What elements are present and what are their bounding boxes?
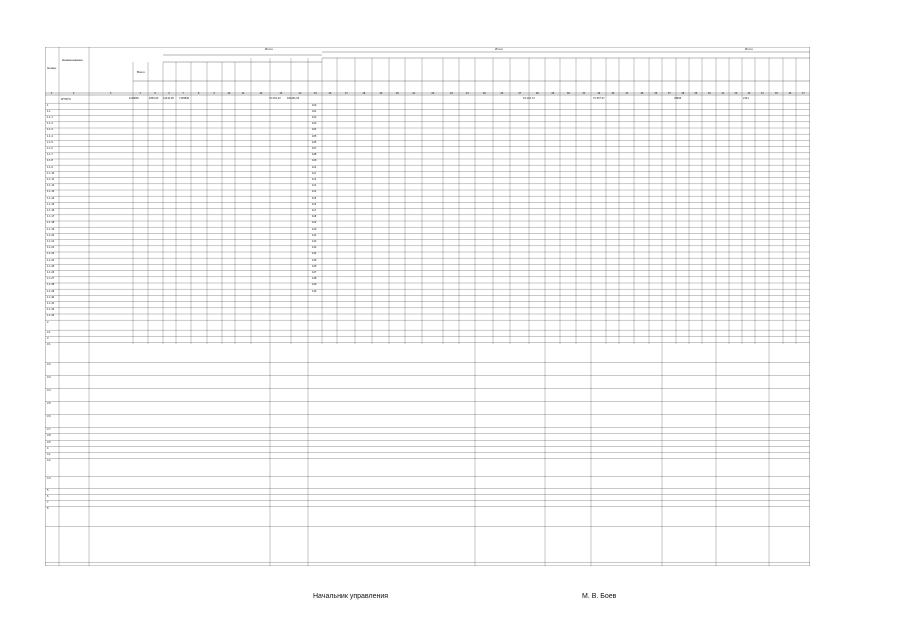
column-number: 32 xyxy=(597,92,601,96)
row-code: 1.1.7 xyxy=(47,153,53,157)
row-code: 4.1 xyxy=(47,452,51,456)
row-code: 1.1.16 xyxy=(47,209,55,212)
row-number: 107 xyxy=(312,147,317,150)
row-number: 112 xyxy=(312,178,317,181)
column-number: 25 xyxy=(483,92,486,96)
row-code: 1.1.18 xyxy=(47,221,55,225)
column-number: 43 xyxy=(747,92,751,96)
column-number: 28 xyxy=(536,92,539,96)
row-number: 121 xyxy=(312,233,317,237)
column-number: 11 xyxy=(242,92,245,96)
column-header-name: Наименование xyxy=(62,58,83,62)
row-code: 1.1.4 xyxy=(47,134,53,138)
total-value: 33666 xyxy=(674,97,682,101)
row-number: 130 xyxy=(312,289,317,293)
row-code: 1.1.3 xyxy=(47,128,53,132)
column-number: 33 xyxy=(611,92,615,96)
row-number: 100 xyxy=(312,103,317,107)
column-number: 26 xyxy=(500,92,504,96)
row-code: 1.1.14 xyxy=(47,196,55,200)
column-header-number: Номер xyxy=(47,66,57,70)
column-header-group: Итого xyxy=(495,46,503,51)
column-number: 7 xyxy=(182,92,184,96)
row-code: 1.1.12 xyxy=(47,184,55,188)
column-number: 30 xyxy=(567,92,570,96)
row-code: 1.1.1 xyxy=(47,116,53,119)
column-header-total: Всего xyxy=(137,70,145,74)
row-code: 4 xyxy=(47,446,49,450)
row-number: 125 xyxy=(312,258,317,262)
column-number: 5 xyxy=(154,92,156,96)
row-code: 1.1.13 xyxy=(47,190,55,194)
row-number: 116 xyxy=(312,202,317,206)
column-number: 6 xyxy=(168,92,170,96)
row-code: 1.1.33 xyxy=(47,314,55,318)
row-number: 103 xyxy=(312,122,317,126)
column-header-group: Итого xyxy=(265,46,273,51)
column-number: 4 xyxy=(139,92,141,96)
row-code: 1.1 xyxy=(47,109,51,113)
row-number: 108 xyxy=(312,153,317,157)
row-code: 4.3 xyxy=(47,476,51,480)
column-number: 45 xyxy=(775,92,778,96)
totals-label: ИТОГО xyxy=(61,97,71,102)
row-code: 1.1.31 xyxy=(47,302,55,305)
row-number: 115 xyxy=(312,196,317,200)
row-number: 117 xyxy=(312,209,317,212)
total-value: 7145840 xyxy=(179,97,190,101)
row-code: 1.1.11 xyxy=(47,178,55,181)
row-number: 126 xyxy=(312,264,317,268)
column-number: 39 xyxy=(694,92,698,96)
row-code: 1.1.23 xyxy=(47,252,55,256)
row-number: 106 xyxy=(312,140,317,144)
column-number: 40 xyxy=(708,92,711,96)
column-number: 2 xyxy=(73,92,75,96)
row-number: 122 xyxy=(312,240,317,243)
row-code: 1.1.21 xyxy=(47,240,55,243)
column-number: 1 xyxy=(51,92,53,96)
total-value: 72 004,43 xyxy=(269,97,281,101)
column-number: 15 xyxy=(314,92,317,96)
column-number: 16 xyxy=(328,92,332,96)
row-number: 113 xyxy=(312,184,317,188)
column-number: 3 xyxy=(110,92,112,96)
total-value: 1845,00 xyxy=(149,97,159,101)
row-code: 3.7 xyxy=(47,427,51,431)
signature-position: Начальник управления xyxy=(313,593,389,600)
column-number: 24 xyxy=(466,92,469,96)
row-number: 120 xyxy=(312,227,317,231)
row-code: 3.4 xyxy=(47,388,51,392)
row-code: 1.1.29 xyxy=(47,289,55,293)
column-number: 21 xyxy=(412,92,416,96)
column-number: 44 xyxy=(761,92,764,96)
row-code: 6 xyxy=(47,494,49,498)
column-number: 35 xyxy=(640,92,644,96)
signature-name: М. В. Боев xyxy=(582,593,617,600)
row-number: 127 xyxy=(312,271,317,274)
row-number: 123 xyxy=(312,246,317,250)
row-code: 8 xyxy=(47,506,49,510)
column-number: 8 xyxy=(198,92,200,96)
row-number: 109 xyxy=(312,159,317,163)
row-code: 3.8 xyxy=(47,433,51,437)
row-code: 1.1.26 xyxy=(47,271,55,274)
row-code: 3.6 xyxy=(47,414,51,418)
row-number: 119 xyxy=(312,221,317,225)
row-code: 5 xyxy=(47,488,49,492)
row-code: 3.3 xyxy=(47,375,51,379)
row-code: 1.1.8 xyxy=(47,159,53,163)
column-number: 13 xyxy=(279,92,283,96)
row-code: 1.1.22 xyxy=(47,246,55,250)
row-code: 3.5 xyxy=(47,401,51,405)
row-code: 1.1.17 xyxy=(47,215,55,219)
row-code: 1 xyxy=(47,103,49,107)
row-code: 1.1.25 xyxy=(47,264,55,268)
row-code: 3.2 xyxy=(47,362,51,366)
column-number: 23 xyxy=(450,92,453,96)
column-number: 41 xyxy=(721,92,725,96)
total-value: 2141 xyxy=(743,97,749,101)
column-number: 9 xyxy=(213,92,215,96)
row-number: 104 xyxy=(312,128,317,132)
row-number: 105 xyxy=(312,134,317,138)
row-code: 2 xyxy=(47,320,49,324)
column-number: 12 xyxy=(259,92,263,96)
row-number: 128 xyxy=(312,277,317,281)
row-number: 118 xyxy=(312,215,317,219)
row-code: 1.1.24 xyxy=(47,258,55,262)
row-code: 1.1.5 xyxy=(47,140,53,144)
total-value: 181461,04 xyxy=(287,97,300,101)
total-value: 1114835 xyxy=(129,97,139,101)
column-number: 42 xyxy=(734,92,738,96)
column-number: 38 xyxy=(681,92,685,96)
column-number: 27 xyxy=(518,92,522,96)
total-value: 37 257,37 xyxy=(593,97,605,101)
table-grid xyxy=(45,47,810,566)
row-code: 7 xyxy=(47,500,49,504)
row-code: 1.1.2 xyxy=(47,122,53,126)
column-number: 14 xyxy=(298,92,302,96)
column-number: 36 xyxy=(654,92,658,96)
row-number: 110 xyxy=(312,165,317,169)
row-number: 124 xyxy=(312,252,317,256)
column-number: 20 xyxy=(396,92,399,96)
row-number: 111 xyxy=(312,171,316,175)
column-number: 22 xyxy=(431,92,435,96)
row-code: 1.1.6 xyxy=(47,147,53,150)
row-code: 1.1.10 xyxy=(47,171,55,175)
row-code: 1.1.9 xyxy=(47,165,53,169)
column-number: 47 xyxy=(802,92,805,96)
row-code: 3.9 xyxy=(47,440,51,444)
row-code: 1.1.27 xyxy=(47,277,55,281)
row-number: 102 xyxy=(312,116,317,119)
row-code: 4.2 xyxy=(47,458,51,462)
row-code: 1.1.19 xyxy=(47,227,55,231)
report-table xyxy=(45,47,810,566)
row-code: 1.1.28 xyxy=(47,283,55,287)
row-code: 1.1.30 xyxy=(47,295,55,299)
column-number: 17 xyxy=(345,92,348,96)
column-number: 19 xyxy=(379,92,383,96)
column-number: 18 xyxy=(362,92,366,96)
column-number: 46 xyxy=(788,92,792,96)
row-number: 114 xyxy=(312,190,317,194)
column-number: 10 xyxy=(227,92,231,96)
total-value: 41410,00 xyxy=(163,97,174,101)
row-code: 3.1 xyxy=(47,342,51,346)
row-code: 1.1.15 xyxy=(47,202,55,206)
row-number: 101 xyxy=(312,109,317,113)
total-value: 19 144,74 xyxy=(523,97,535,101)
row-number: 129 xyxy=(312,283,317,287)
row-code: 3 xyxy=(47,336,49,340)
column-number: 34 xyxy=(625,92,629,96)
row-code: 1.1.32 xyxy=(47,308,55,312)
column-number: 29 xyxy=(551,92,555,96)
row-code: 2.1 xyxy=(47,330,51,334)
column-header-group: Итого xyxy=(745,46,753,51)
row-code: 1.1.20 xyxy=(47,233,55,237)
column-number: 31 xyxy=(582,92,586,96)
column-number: 37 xyxy=(668,92,671,96)
